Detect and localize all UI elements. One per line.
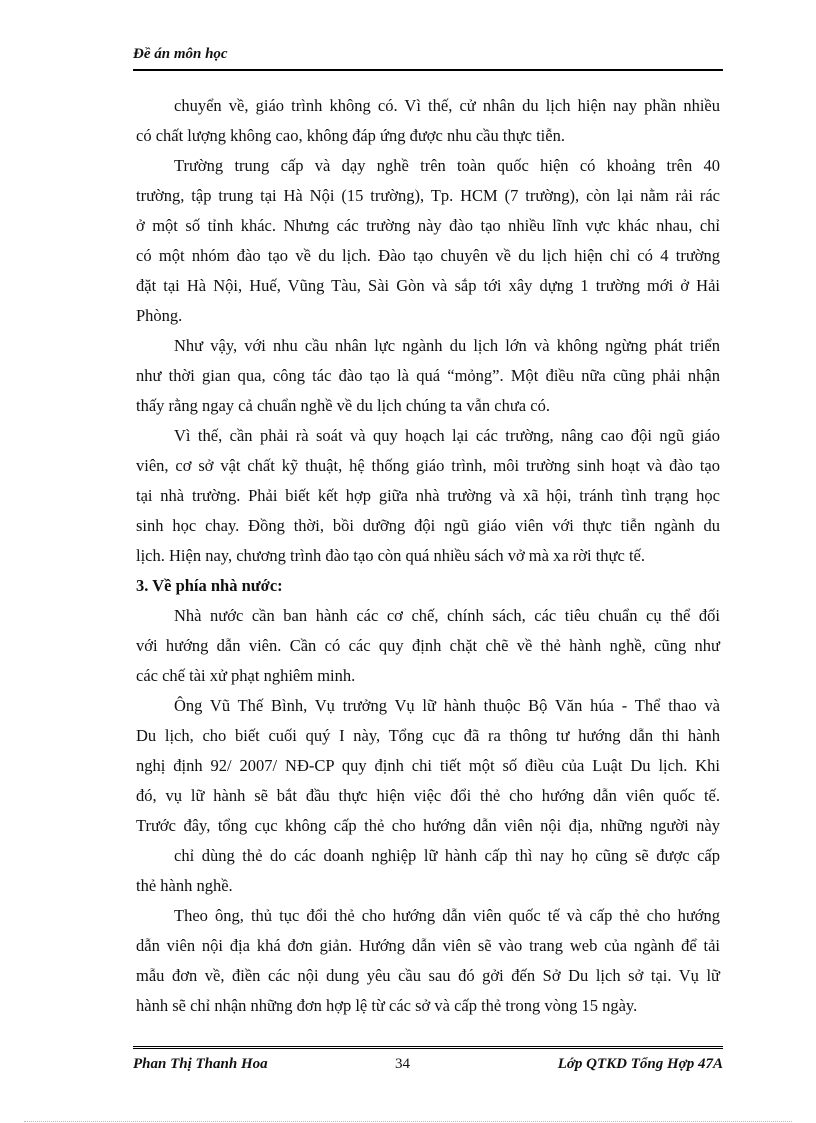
text-line: đặt tại Hà Nội, Huế, Vũng Tàu, Sài Gòn và sắp tới xây dựng 1 trường mới ở Hải — [136, 276, 720, 295]
text-line: với hướng dẫn viên. Cần có các quy định chặt chẽ về thẻ hành nghề, cũng như — [136, 636, 720, 655]
text-line: chuyển về, giáo trình không có. Vì thế, cử nhân du lịch hiện nay phần nhiều — [174, 96, 720, 115]
text-line: Nhà nước cần ban hành các cơ chế, chính sách, các tiêu chuẩn cụ thể đối — [174, 606, 720, 625]
text-line: thấy rằng ngay cả chuẩn nghề về du lịch chúng ta vẫn chưa có. — [136, 396, 550, 415]
text-line: các chế tài xử phạt nghiêm minh. — [136, 666, 356, 685]
section-heading: 3. Về phía nhà nước: — [136, 576, 283, 595]
page-bottom-dotted-line — [24, 1121, 792, 1122]
footer-page-number: 34 — [395, 1056, 410, 1072]
text-line: mẫu đơn về, điền các nội dung yêu cầu sau đó gởi đến Sở Du lịch sở tại. Vụ lữ — [136, 966, 720, 985]
text-line: Ông Vũ Thế Bình, Vụ trưởng Vụ lữ hành thuộc Bộ Văn húa - Thể thao và — [174, 696, 720, 715]
footer-rule — [133, 1046, 723, 1052]
text-line: Du lịch, cho biết cuối quý I này, Tổng cục đã ra thông tư hướng dẫn thi hành — [136, 726, 720, 745]
text-line: Theo ông, thủ tục đổi thẻ cho hướng dẫn viên quốc tế và cấp thẻ cho hướng — [174, 906, 720, 925]
text-line: như thời gian qua, công tác đào tạo là quá “mỏng”. Một điều nữa cũng phải nhận — [136, 366, 720, 385]
text-line: đó, vụ lữ hành sẽ bắt đầu thực hiện việc đổi thẻ cho hướng dẫn viên quốc tế. — [136, 786, 720, 805]
text-line: trường, tập trung tại Hà Nội (15 trường), Tp. HCM (7 trường), còn lại nằm rải rác — [136, 186, 720, 205]
text-line: thẻ hành nghề. — [136, 876, 233, 895]
text-line: ở một số tỉnh khác. Nhưng các trường này đào tạo nhiều lĩnh vực khác nhau, chỉ — [136, 216, 720, 235]
text-line: Trước đây, tổng cục không cấp thẻ cho hướng dẫn viên nội địa, những người này — [136, 816, 720, 835]
text-line: Phòng. — [136, 306, 183, 325]
text-line: Như vậy, với nhu cầu nhân lực ngành du lịch lớn và không ngừng phát triển — [174, 336, 720, 355]
text-line: Vì thế, cần phải rà soát và quy hoạch lại các trường, nâng cao đội ngũ giáo — [174, 426, 720, 445]
header-rule — [133, 69, 723, 71]
text-line: chỉ dùng thẻ do các doanh nghiệp lữ hành cấp thì nay họ cũng sẽ được cấp — [174, 846, 720, 865]
footer-author: Phan Thị Thanh Hoa — [133, 1056, 268, 1072]
text-line: Trường trung cấp và dạy nghề trên toàn quốc hiện có khoảng trên 40 — [174, 156, 720, 175]
text-line: tại nhà trường. Phải biết kết hợp giữa nhà trường và xã hội, tránh tình trạng học — [136, 486, 720, 505]
page-header-title: Đề án môn học — [133, 46, 228, 62]
footer-class: Lớp QTKD Tổng Hợp 47A — [557, 1056, 723, 1072]
text-line: viên, cơ sở vật chất kỹ thuật, hệ thống giáo trình, môi trường sinh hoạt và đào tạo — [136, 456, 720, 475]
text-line: lịch. Hiện nay, chương trình đào tạo còn quá nhiều sách vở mà xa rời thực tế. — [136, 546, 645, 565]
text-line: sinh học chay. Đồng thời, bồi dưỡng đội ngũ giáo viên với thực tiễn ngành du — [136, 516, 720, 535]
body-text — [136, 91, 720, 1021]
text-line: có chất lượng không cao, không đáp ứng được nhu cầu thực tiễn. — [136, 126, 565, 145]
text-line: dẫn viên nội địa khá đơn giản. Hướng dẫn viên sẽ vào trang web của ngành để tải — [136, 936, 720, 955]
text-line: nghị định 92/ 2007/ NĐ-CP quy định chi tiết một số điều của Luật Du lịch. Khi — [136, 756, 720, 775]
text-line: có một nhóm đào tạo về du lịch. Đào tạo chuyên về du lịch hiện chỉ có 4 trường — [136, 246, 720, 265]
text-line: hành sẽ chỉ nhận những đơn hợp lệ từ các sở và cấp thẻ trong vòng 15 ngày. — [136, 996, 638, 1015]
